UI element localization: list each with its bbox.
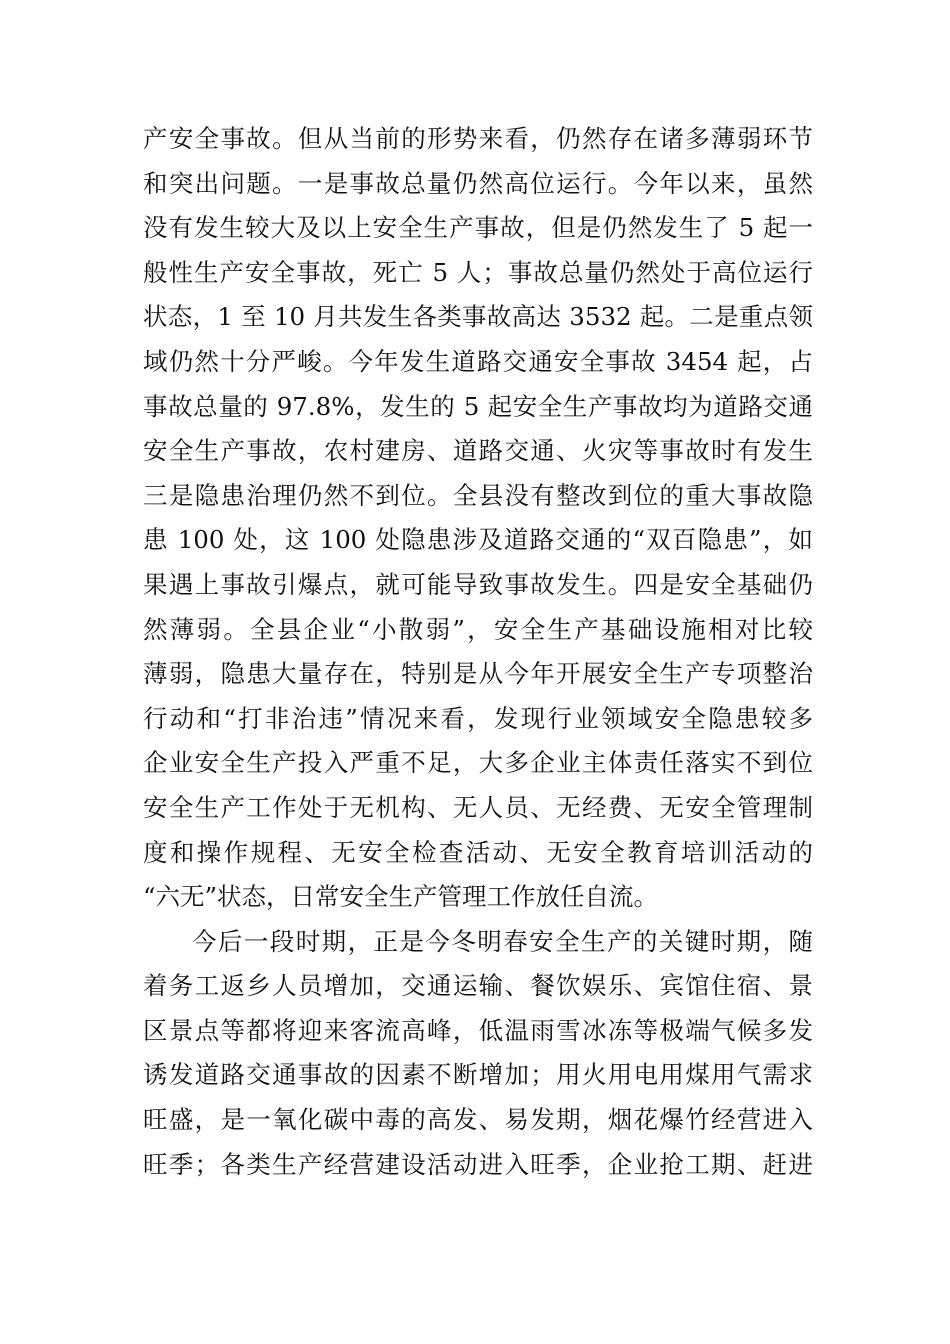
- document-body: [143, 117, 813, 1187]
- text-line: 产安全事故。但从当前的形势来看，仍然存在诸多薄弱环节: [143, 124, 813, 153]
- text-line: 着务工返乡人员增加，交通运输、餐饮娱乐、宾馆住宿、景: [143, 971, 813, 1001]
- text-line: 三是隐患治理仍然不到位。全县没有整改到位的重大事故隐: [143, 480, 813, 510]
- text-line: 域仍然十分严峻。今年发生道路交通安全事故 3454 起，占: [143, 346, 813, 376]
- text-line: 薄弱，隐患大量存在，特别是从今年开展安全生产专项整治: [143, 659, 813, 689]
- text-line: 没有发生较大及以上安全生产事故，但是仍然发生了 5 起一: [143, 213, 813, 243]
- paragraph-1: [143, 117, 813, 920]
- text-line: 安全生产事故，农村建房、道路交通、火灾等事故时有发生: [143, 436, 813, 466]
- text-line: 行动和“打非治违”情况来看，发现行业领域安全隐患较多: [143, 703, 813, 733]
- text-line: 旺盛，是一氧化碳中毒的高发、易发期，烟花爆竹经营进入: [143, 1105, 813, 1135]
- text-line: 事故总量的 97.8%，发生的 5 起安全生产事故均为道路交通: [143, 391, 813, 421]
- text-line: 状态，1 至 10 月共发生各类事故高达 3532 起。二是重点领: [143, 302, 813, 332]
- text-line: 然薄弱。全县企业“小散弱”，安全生产基础设施相对比较: [143, 614, 813, 644]
- text-line: 安全生产工作处于无机构、无人员、无经费、无安全管理制: [143, 792, 813, 822]
- text-line: 诱发道路交通事故的因素不断增加；用火用电用煤用气需求: [143, 1060, 813, 1090]
- text-line: 度和操作规程、无安全检查活动、无安全教育培训活动的: [143, 837, 813, 867]
- text-line: 果遇上事故引爆点，就可能导致事故发生。四是安全基础仍: [143, 569, 813, 599]
- paragraph-2: [143, 920, 813, 1188]
- text-line: 旺季；各类生产经营建设活动进入旺季，企业抢工期、赶进: [143, 1149, 813, 1179]
- text-line: 般性生产安全事故，死亡 5 人；事故总量仍然处于高位运行: [143, 257, 813, 287]
- text-line: 今后一段时期，正是今冬明春安全生产的关键时期，随: [192, 926, 813, 956]
- text-line: “六无”状态，日常安全生产管理工作放任自流。: [143, 882, 659, 912]
- text-line: 和突出问题。一是事故总量仍然高位运行。今年以来，虽然: [143, 168, 813, 198]
- text-line: 患 100 处，这 100 处隐患涉及道路交通的“双百隐患”，如: [143, 525, 813, 555]
- text-line: 企业安全生产投入严重不足，大多企业主体责任落实不到位: [143, 748, 813, 778]
- text-line: 区景点等都将迎来客流高峰，低温雨雪冰冻等极端气候多发: [143, 1015, 813, 1045]
